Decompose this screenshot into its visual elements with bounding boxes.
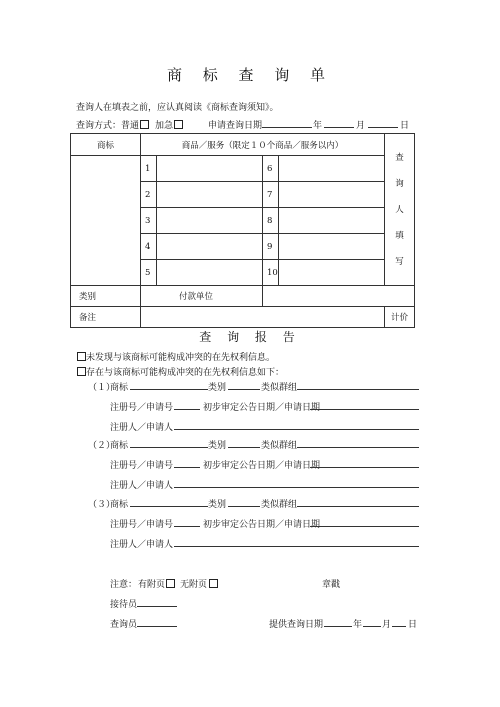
side-char: 人 xyxy=(395,204,404,215)
row-number: 10 xyxy=(263,260,279,286)
month-label: 月 xyxy=(356,121,366,131)
entry-pubdate-label: 初步审定公告日期／申请日期 xyxy=(203,520,321,530)
goods-cell[interactable] xyxy=(157,208,263,234)
entry-similar-label: 类似群组 xyxy=(261,441,298,451)
entry-owner-label: 注册人／申请人 xyxy=(110,423,174,433)
row-number: 2 xyxy=(141,182,157,208)
goods-cell[interactable] xyxy=(279,234,385,260)
row-number: 4 xyxy=(141,234,157,260)
inquirer-field[interactable] xyxy=(137,626,177,627)
row-number: 7 xyxy=(263,182,279,208)
entry-category-field[interactable] xyxy=(228,506,260,507)
trademark-cell[interactable] xyxy=(71,156,141,286)
row-number: 9 xyxy=(263,234,279,260)
entry-pubdate-label: 初步审定公告日期／申请日期 xyxy=(203,461,321,471)
goods-cell[interactable] xyxy=(279,156,385,182)
entry-owner-field[interactable] xyxy=(174,487,419,488)
row-number: 3 xyxy=(141,208,157,234)
row-number: 8 xyxy=(263,208,279,234)
entry-similar-field[interactable] xyxy=(297,447,419,448)
entry-category-field[interactable] xyxy=(228,389,260,390)
provide-year-field[interactable] xyxy=(324,626,352,627)
entry-trademark-field[interactable] xyxy=(130,389,208,390)
receptionist-field[interactable] xyxy=(137,606,177,607)
entry-pubdate-field[interactable] xyxy=(310,526,419,527)
side-char: 填 xyxy=(395,230,404,241)
normal-checkbox[interactable] xyxy=(140,120,149,129)
inquirer-label: 查询员 xyxy=(110,620,138,630)
entry-similar-label: 类似群组 xyxy=(261,500,298,510)
provide-day-field[interactable] xyxy=(392,626,406,627)
entry-trademark-label: 商标 xyxy=(110,500,129,510)
remarks-field[interactable] xyxy=(141,307,385,328)
entry-owner-label: 注册人／申请人 xyxy=(110,540,174,550)
entry-trademark-label: 商标 xyxy=(110,441,129,451)
row-number: 6 xyxy=(263,156,279,182)
provide-date-label: 提供查询日期 xyxy=(269,620,324,630)
no-attach-checkbox[interactable] xyxy=(209,579,218,588)
goods-header: 商品／服务（限定１０个商品／服务以内） xyxy=(141,134,385,156)
no-attach-label: 无附页 xyxy=(180,580,208,590)
payer-field[interactable] xyxy=(263,286,415,307)
entry-reg-field[interactable] xyxy=(174,467,200,468)
report-title: 查 询 报 告 xyxy=(199,330,301,344)
remarks-label: 备注 xyxy=(71,307,141,328)
attach-note-label: 注意： xyxy=(110,580,138,590)
price-label: 计价 xyxy=(385,307,415,328)
query-table xyxy=(70,133,415,328)
entry-index: （１） xyxy=(88,383,116,393)
entry-trademark-field[interactable] xyxy=(130,447,208,448)
entry-owner-field[interactable] xyxy=(174,429,419,430)
query-method-label: 查询方式： xyxy=(76,121,122,131)
entry-category-label: 类别 xyxy=(208,441,227,451)
entry-pubdate-label: 初步审定公告日期／申请日期 xyxy=(203,403,321,413)
query-date-label: 申请查询日期 xyxy=(208,121,263,131)
month-field[interactable] xyxy=(324,127,354,128)
goods-cell[interactable] xyxy=(279,260,385,286)
receptionist-label: 接待员 xyxy=(110,600,138,610)
entry-index: （３） xyxy=(88,500,116,510)
entry-category-field[interactable] xyxy=(228,447,260,448)
provide-day-label: 日 xyxy=(408,620,418,630)
goods-cell[interactable] xyxy=(279,182,385,208)
goods-cell[interactable] xyxy=(157,156,263,182)
option-exist-checkbox[interactable] xyxy=(77,367,86,376)
entry-reg-label: 注册号／申请号 xyxy=(110,403,174,413)
category-label: 类别 xyxy=(71,286,141,307)
urgent-checkbox[interactable] xyxy=(174,120,183,129)
entry-reg-label: 注册号／申请号 xyxy=(110,520,174,530)
goods-cell[interactable] xyxy=(279,208,385,234)
payer-label: 付款单位 xyxy=(141,286,263,307)
provide-year-label: 年 xyxy=(353,620,363,630)
option-none-checkbox[interactable] xyxy=(77,352,86,361)
row-number: 5 xyxy=(141,260,157,286)
day-field[interactable] xyxy=(368,127,398,128)
row-number: 1 xyxy=(141,156,157,182)
entry-trademark-label: 商标 xyxy=(110,383,129,393)
entry-pubdate-field[interactable] xyxy=(310,467,419,468)
has-attach-label: 有附页 xyxy=(138,580,166,590)
entry-owner-field[interactable] xyxy=(174,546,419,547)
year-label: 年 xyxy=(313,121,323,131)
notice-text: 查询人在填表之前，应认真阅读《商标查询须知》。 xyxy=(76,103,279,113)
entry-trademark-field[interactable] xyxy=(130,506,208,507)
page-title: 商 标 查 询 单 xyxy=(166,66,334,84)
entry-reg-label: 注册号／申请号 xyxy=(110,461,174,471)
trademark-header: 商标 xyxy=(71,134,141,156)
normal-label: 普通 xyxy=(121,121,140,131)
has-attach-checkbox[interactable] xyxy=(166,579,175,588)
entry-similar-field[interactable] xyxy=(297,506,419,507)
entry-similar-label: 类似群组 xyxy=(261,383,298,393)
entry-reg-field[interactable] xyxy=(174,526,200,527)
side-char: 询 xyxy=(395,178,404,189)
entry-pubdate-field[interactable] xyxy=(310,409,419,410)
side-char: 查 xyxy=(395,152,404,163)
day-label: 日 xyxy=(400,121,410,131)
option-exist-label: 存在与该商标可能构成冲突的在先权利信息如下： xyxy=(86,368,285,378)
side-label xyxy=(385,134,415,286)
goods-cell[interactable] xyxy=(157,234,263,260)
goods-cell[interactable] xyxy=(157,182,263,208)
urgent-label: 加急 xyxy=(155,121,174,131)
goods-cell[interactable] xyxy=(157,260,263,286)
year-field[interactable] xyxy=(262,127,312,128)
entry-index: （２） xyxy=(88,441,116,451)
entry-category-label: 类别 xyxy=(208,500,227,510)
entry-category-label: 类别 xyxy=(208,383,227,393)
side-char: 写 xyxy=(395,256,404,267)
provide-month-field[interactable] xyxy=(363,626,381,627)
entry-reg-field[interactable] xyxy=(174,409,200,410)
entry-owner-label: 注册人／申请人 xyxy=(110,481,174,491)
entry-similar-field[interactable] xyxy=(297,389,419,390)
seal-label: 章戳 xyxy=(322,580,341,590)
provide-month-label: 月 xyxy=(382,620,392,630)
option-none-label: 未发现与该商标可能构成冲突的在先权利信息。 xyxy=(86,353,276,363)
